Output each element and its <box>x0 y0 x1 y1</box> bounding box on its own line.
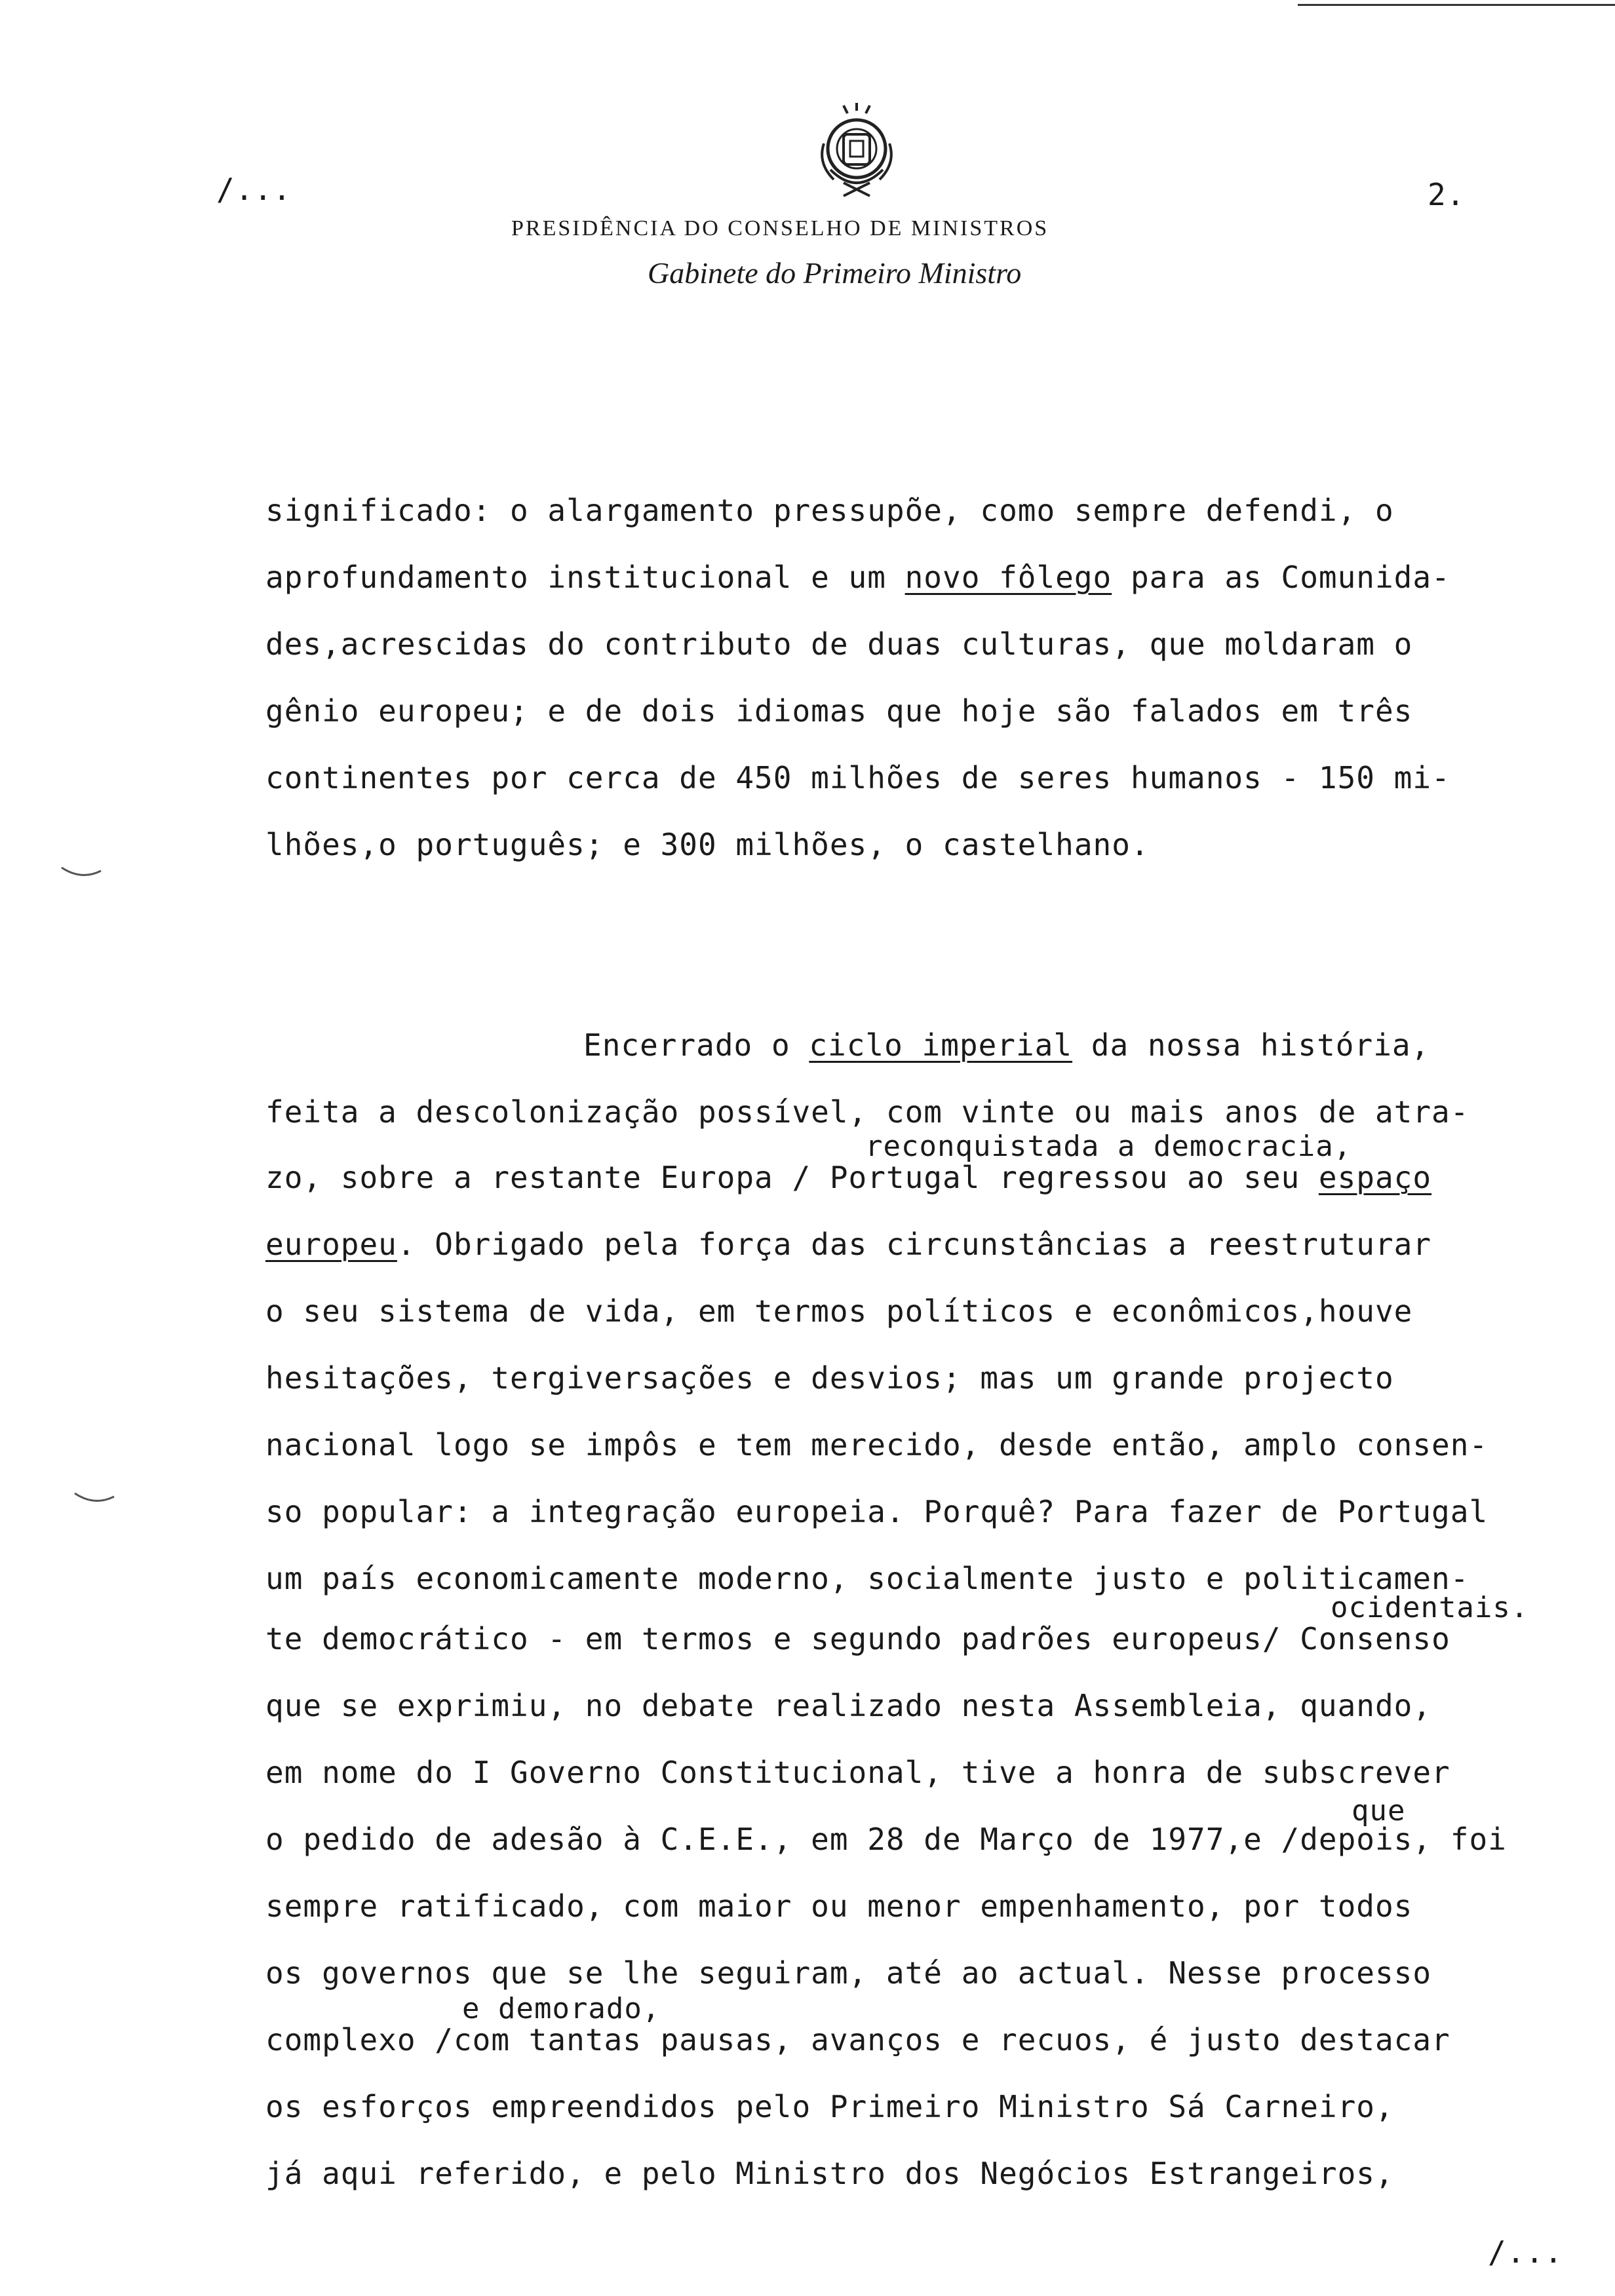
text-line: os esforços empreendidos pelo Primeiro Ministro Sá Carneiro, <box>265 2089 1394 2124</box>
text-line: o pedido de adesão à C.E.E., em 28 de Março de 1977,e /depois, foi <box>265 1822 1507 1857</box>
text-line: o seu sistema de vida, em termos políticos e econômicos,houve <box>265 1293 1413 1329</box>
text-line: que se exprimiu, no debate realizado nesta Assembleia, quando, <box>265 1688 1432 1723</box>
underlined-phrase: europeu <box>265 1227 397 1262</box>
text-line: complexo /com tantas pausas, avanços e recuos, é justo destacar <box>265 2022 1450 2057</box>
text-line: te democrático - em termos e segundo padrões europeus/ Consenso <box>265 1621 1450 1656</box>
text-line: so popular: a integração europeia. Porquê? Para fazer de Portugal <box>265 1494 1489 1529</box>
underlined-phrase: ciclo imperial <box>809 1027 1073 1063</box>
text-line: zo, sobre a restante Europa / Portugal regressou ao seu espaço <box>265 1160 1432 1195</box>
margin-mark <box>46 1478 117 1525</box>
continuation-mark-top: /... <box>216 172 292 207</box>
portuguese-coat-of-arms-icon <box>779 85 884 197</box>
underlined-phrase: novo fôlego <box>905 560 1112 595</box>
office-name: Gabinete do Primeiro Ministro <box>648 256 1022 290</box>
handwritten-insertion: reconquistada a democracia, <box>865 1130 1352 1163</box>
handwritten-insertion: que <box>1352 1794 1406 1827</box>
text-line: gênio europeu; e de dois idiomas que hoje são falados em três <box>265 693 1413 729</box>
text-line: hesitações, tergiversações e desvios; mas um grande projecto <box>265 1360 1394 1396</box>
text-line: lhões,o português; e 300 milhões, o castelhano. <box>265 827 1150 862</box>
margin-mark <box>33 852 104 899</box>
text-line: já aqui referido, e pelo Ministro dos Negócios Estrangeiros, <box>265 2156 1394 2191</box>
text-line: significado: o alargamento pressupõe, como sempre defendi, o <box>265 493 1394 528</box>
text-line: europeu. Obrigado pela força das circunstâncias a reestruturar <box>265 1227 1432 1262</box>
page-number: 2. <box>1428 177 1466 212</box>
text-line: nacional logo se impôs e tem merecido, desde então, amplo consen- <box>265 1427 1489 1463</box>
text-line: aprofundamento institucional e um novo fôlego para as Comunida- <box>265 560 1450 595</box>
text-line: em nome do I Governo Constitucional, tive a honra de subscrever <box>265 1755 1450 1790</box>
underlined-phrase: espaço <box>1318 1160 1432 1195</box>
text-line: des,acrescidas do contributo de duas culturas, que moldaram o <box>265 626 1413 662</box>
text-line: um país economicamente moderno, socialmente justo e politicamen- <box>265 1561 1469 1596</box>
text-line: continentes por cerca de 450 milhões de seres humanos - 150 mi- <box>265 760 1450 795</box>
top-rule <box>1298 4 1615 6</box>
institution-name: PRESIDÊNCIA DO CONSELHO DE MINISTROS <box>511 216 1049 240</box>
text-line: os governos que se lhe seguiram, até ao actual. Nesse processo <box>265 1955 1432 1991</box>
handwritten-insertion: ocidentais. <box>1331 1591 1529 1624</box>
text-line: Encerrado o ciclo imperial da nossa história, <box>583 1027 1430 1063</box>
continuation-mark-bottom: /... <box>1488 2234 1563 2270</box>
text-line: sempre ratificado, com maior ou menor empenhamento, por todos <box>265 1888 1413 1924</box>
text-line: feita a descolonização possível, com vinte ou mais anos de atra- <box>265 1094 1469 1130</box>
handwritten-insertion: e demorado, <box>462 1992 661 2025</box>
